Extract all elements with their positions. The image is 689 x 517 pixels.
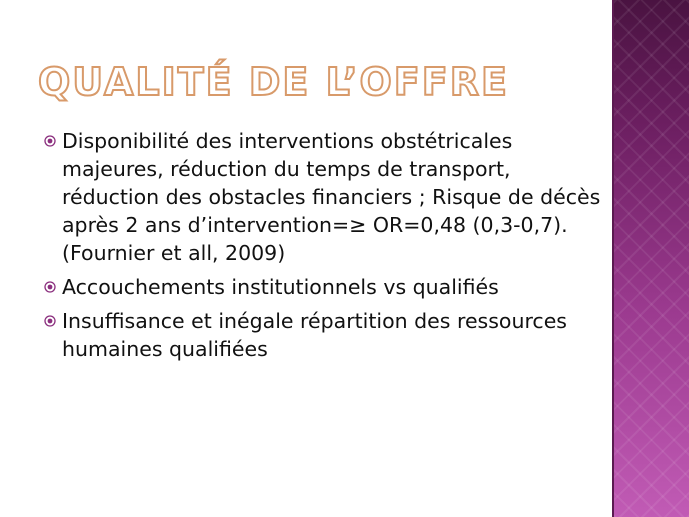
bullet-item — [44, 127, 604, 267]
circled-dot-icon — [44, 281, 56, 293]
bullet-text: Insuffisance et inégale répartition des ressources humaines qualifiées — [62, 309, 567, 361]
decorative-side-band — [614, 0, 689, 517]
bullet-item — [44, 307, 604, 363]
bullet-list — [44, 127, 604, 369]
bullet-text: Accouchements institutionnels vs qualifiés — [62, 275, 499, 299]
bullet-text: Disponibilité des interventions obstétricales majeures, réduction du temps de transport, réduction des obstacles financiers ; Risque de décès après 2 ans d’intervention=≥ OR=0,48 (0,3-0,7). (Fournier et all, 2009) — [62, 129, 601, 265]
circled-dot-icon — [44, 315, 56, 327]
slide-title: QUALITÉ DE L’OFFRE — [38, 60, 509, 104]
circled-dot-icon — [44, 135, 56, 147]
bullet-item — [44, 273, 604, 301]
